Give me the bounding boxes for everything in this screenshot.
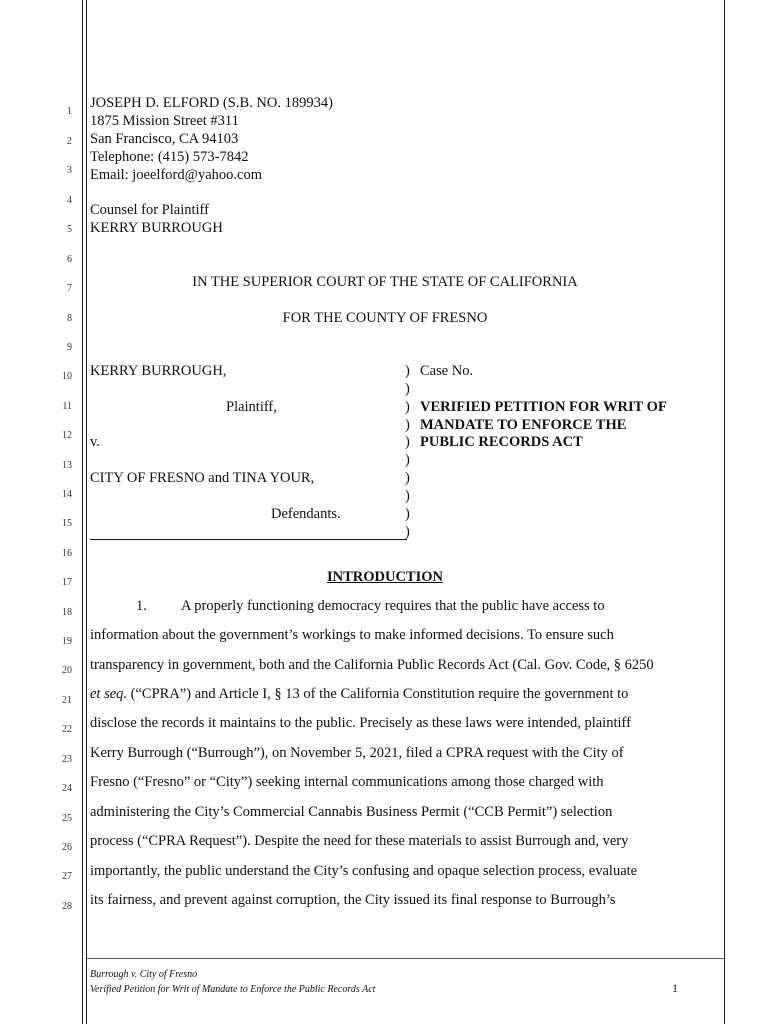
court-county: FOR THE COUNTY OF FRESNO <box>282 310 488 326</box>
line-number: 16 <box>62 548 72 559</box>
line-number: 20 <box>62 665 72 676</box>
body-line: Kerry Burrough (“Burrough”), on November 5, 2021, filed a CPRA request with the City of <box>90 745 624 761</box>
line-number: 10 <box>62 371 72 382</box>
counsel-for-client: KERRY BURROUGH <box>90 220 223 236</box>
line-number: 2 <box>67 136 72 147</box>
line-number: 19 <box>62 636 72 647</box>
line-number: 27 <box>62 871 72 882</box>
citation-et-seq: et seq. <box>90 686 128 702</box>
defendants-role: Defendants. <box>271 506 341 522</box>
body-line-rest: (“CPRA”) and Article I, § 13 of the California Constitution require the government to <box>127 686 629 702</box>
footer-document-title: Verified Petition for Writ of Mandate to Enforce the Public Records Act <box>90 984 376 995</box>
line-number: 6 <box>67 254 72 265</box>
body-line: Fresno (“Fresno” or “City”) seeking internal communications among those charged with <box>90 774 604 790</box>
document-title-line-3: PUBLIC RECORDS ACT <box>420 434 583 450</box>
line-number: 1 <box>67 106 72 117</box>
line-number: 18 <box>62 607 72 618</box>
line-number: 13 <box>62 460 72 471</box>
attorney-address-city: San Francisco, CA 94103 <box>90 131 239 147</box>
case-number-label: Case No. <box>420 363 474 379</box>
document-title-line-2: MANDATE TO ENFORCE THE <box>420 417 627 433</box>
attorney-address-street: 1875 Mission Street #311 <box>90 113 239 129</box>
line-number: 4 <box>67 195 72 206</box>
body-line: importantly, the public understand the City’s confusing and opaque selection process, evaluate <box>90 863 638 879</box>
body-line: administering the City’s Commercial Cannabis Business Permit (“CCB Permit”) selection <box>90 804 613 820</box>
plaintiff-name: KERRY BURROUGH, <box>90 363 227 379</box>
plaintiff-role: Plaintiff, <box>226 399 277 415</box>
line-number: 24 <box>62 783 72 794</box>
left-margin-rule-inner <box>86 0 87 1024</box>
line-number: 8 <box>67 313 72 324</box>
line-number: 23 <box>62 754 72 765</box>
line-number: 28 <box>62 901 72 912</box>
line-number: 9 <box>67 342 72 353</box>
defendants-name: CITY OF FRESNO and TINA YOUR, <box>90 470 315 486</box>
section-heading: INTRODUCTION <box>326 569 443 585</box>
body-line <box>90 685 628 703</box>
line-number: 26 <box>62 842 72 853</box>
attorney-telephone: Telephone: (415) 573-7842 <box>90 149 249 165</box>
document-title-line-1: VERIFIED PETITION FOR WRIT OF <box>420 399 667 415</box>
body-line: its fairness, and prevent against corruption, the City issued its final response to Burrough’s <box>90 892 616 908</box>
court-name: IN THE SUPERIOR COURT OF THE STATE OF CALIFORNIA <box>192 274 578 290</box>
body-line: disclose the records it maintains to the public. Precisely as these laws were intended, plaintiff <box>90 715 631 731</box>
line-number: 12 <box>62 430 72 441</box>
line-number: 25 <box>62 813 72 824</box>
body-line: transparency in government, both and the California Public Records Act (Cal. Gov. Code, § 6250 <box>90 657 654 673</box>
line-number: 5 <box>67 224 72 235</box>
right-margin-rule <box>724 0 725 1024</box>
paragraph-number: 1. <box>136 598 147 614</box>
line-number: 15 <box>62 518 72 529</box>
left-margin-rule-outer <box>82 0 83 1024</box>
line-number: 7 <box>67 283 72 294</box>
body-line: information about the government’s workings to make informed decisions. To ensure such <box>90 627 614 643</box>
line-number: 21 <box>62 695 72 706</box>
versus: v. <box>90 434 100 450</box>
body-line: A properly functioning democracy requires that the public have access to <box>181 598 605 614</box>
body-line: process (“CPRA Request”). Despite the need for these materials to assist Burrough and, very <box>90 833 629 849</box>
footer-rule <box>86 958 724 959</box>
line-number: 17 <box>62 577 72 588</box>
caption-underline <box>90 539 407 540</box>
line-number: 3 <box>67 165 72 176</box>
attorney-name: JOSEPH D. ELFORD (S.B. NO. 189934) <box>90 95 333 111</box>
line-number: 22 <box>62 724 72 735</box>
line-number: 11 <box>62 401 72 412</box>
footer-case-name: Burrough v. City of Fresno <box>90 969 198 980</box>
counsel-for-label: Counsel for Plaintiff <box>90 202 209 218</box>
line-number: 14 <box>62 489 72 500</box>
attorney-email: Email: joeelford@yahoo.com <box>90 167 262 183</box>
page-number: 1 <box>672 981 678 995</box>
